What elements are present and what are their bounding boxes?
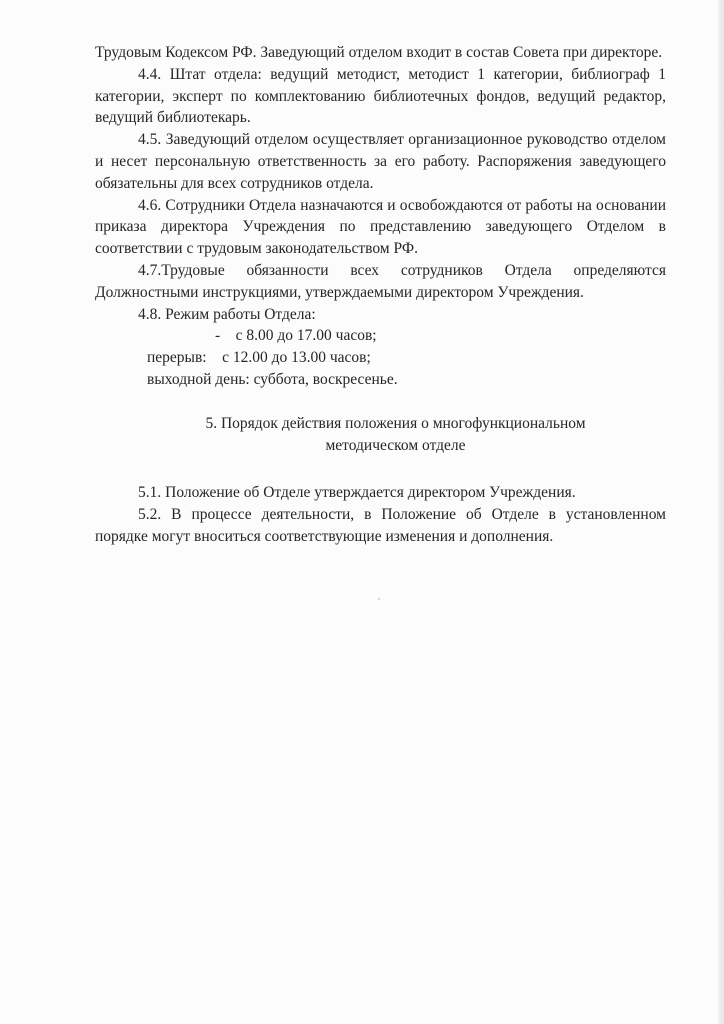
schedule-break: перерыв: с 12.00 до 13.00 часов; (147, 349, 371, 367)
document-body (95, 42, 666, 548)
paragraph-4-5: 4.5. Заведующий отделом осуществляет организационное руководство отделом и несет персональную ответственность за его работу. Распоряжения заведующего обязательны для всех сотрудников отдела. (95, 131, 666, 192)
schedule-hours: - с 8.00 до 17.00 часов; (215, 327, 377, 345)
paragraph-5-1: 5.1. Положение об Отделе утверждается директором Учреждения. (138, 484, 576, 502)
paragraph-4-8: 4.8. Режим работы Отдела: (138, 305, 316, 323)
scan-speck (378, 598, 380, 600)
scan-edge (718, 0, 724, 1024)
section-5-title-line-1: 5. Порядок действия положения о многофункциональном (205, 414, 586, 432)
paragraph-4-7: 4.7.Трудовые обязанности всех сотрудников Отдела определяются Должностными инструкциями, утверждаемыми директором Учреждения. (95, 261, 666, 301)
section-5-title-line-2: методическом отделе (325, 436, 466, 454)
paragraph-5-2: 5.2. В процессе деятельности, в Положение об Отделе в установленном порядке могут вноситься соответствующие изменения и дополнения. (95, 506, 666, 545)
paragraph-4-6: 4.6. Сотрудники Отдела назначаются и освобождаются от работы на основании приказа директора Учреждения по представлению заведующего Отделом в соответствии с трудовым законодательством РФ. (95, 196, 666, 258)
schedule-days-off: выходной день: суббота, воскресенье. (147, 370, 398, 388)
paragraph-continuation: Трудовым Кодексом РФ. Заведующий отделом входит в состав Совета при директоре. (95, 44, 663, 61)
paragraph-4-4: 4.4. Штат отдела: ведущий методист, методист 1 категории, библиограф 1 категории, эксперт по комплектованию библиотечных фондов, ведущий редактор, ведущий библиотекарь. (95, 65, 666, 127)
